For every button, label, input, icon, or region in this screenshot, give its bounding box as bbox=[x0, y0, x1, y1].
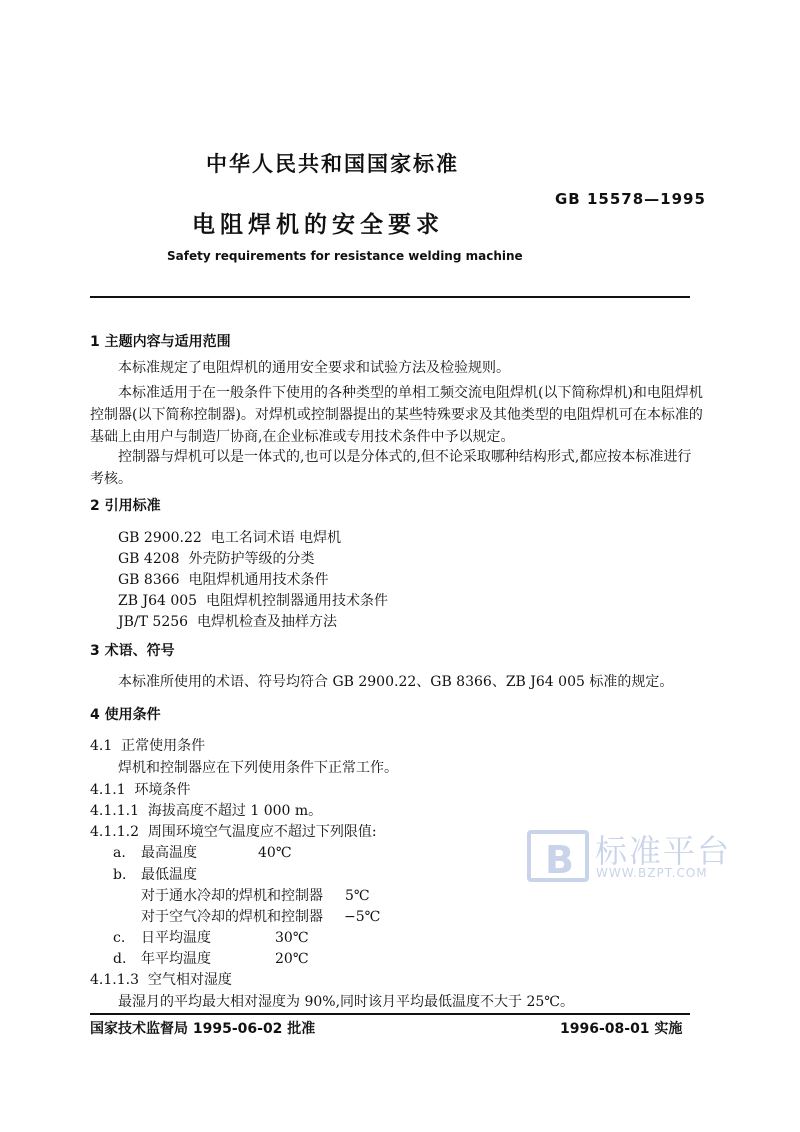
watermark-url: WWW.BZPT.COM bbox=[596, 866, 708, 880]
reference-title: 电工名词术语 电焊机 bbox=[210, 530, 342, 546]
yearly-average-value: 20℃ bbox=[275, 951, 309, 967]
reference-title: 电阻焊机控制器通用技术条件 bbox=[205, 593, 388, 609]
watermark-logo-icon bbox=[527, 830, 589, 882]
effective-date: 1996-08-01 实施 bbox=[560, 1021, 683, 1037]
daily-average-value: 30℃ bbox=[275, 930, 309, 946]
watermark-logo-letter: B bbox=[545, 838, 574, 882]
reference-item bbox=[118, 529, 341, 547]
section-1-paragraph-3-line-1: 控制器与焊机可以是一体式的,也可以是分体式的,但不论采取哪种结构形式,都应按本标准进行 bbox=[118, 449, 692, 465]
list-marker-d: d. bbox=[113, 951, 127, 967]
reference-title: 电焊机检查及抽样方法 bbox=[196, 614, 337, 630]
section-1-paragraph-2-line-1: 本标准适用于在一般条件下使用的各种类型的单相工频交流电阻焊机(以下简称焊机)和电阻焊机 bbox=[118, 385, 703, 401]
air-cooled-label: 对于空气冷却的焊机和控制器 bbox=[141, 909, 323, 925]
section-1-paragraph-1: 本标准规定了电阻焊机的通用安全要求和试验方法及检验规则。 bbox=[118, 360, 510, 376]
reference-item bbox=[118, 613, 337, 631]
list-marker-c: c. bbox=[113, 930, 126, 946]
list-marker-b: b. bbox=[113, 867, 127, 883]
section-1-paragraph-2-line-2: 控制器(以下简称控制器)。对焊机或控制器提出的某些特殊要求及其他类型的电阻焊机可在本标准的 bbox=[90, 407, 703, 423]
yearly-average-label: 年平均温度 bbox=[141, 951, 211, 967]
header-divider bbox=[90, 296, 690, 298]
subsection-title: 环境条件 bbox=[134, 782, 191, 798]
clause-4-1-1-3-text: 最湿月的平均最大相对湿度为 90%,同时该月平均最低温度不大于 25℃。 bbox=[118, 994, 574, 1010]
list-marker-a: a. bbox=[113, 845, 126, 861]
subsection-4-1-heading bbox=[90, 737, 205, 755]
reference-code: GB 8366 bbox=[118, 572, 180, 588]
clause-title: 空气相对湿度 bbox=[147, 972, 232, 988]
national-standard-title: 中华人民共和国国家标准 bbox=[206, 152, 459, 176]
clause-text: 周围环境空气温度应不超过下列限值: bbox=[147, 824, 377, 840]
clause-text: 海拔高度不超过 1 000 m。 bbox=[147, 803, 323, 819]
standard-code: GB 15578—1995 bbox=[555, 190, 706, 208]
reference-code: GB 4208 bbox=[118, 551, 180, 567]
reference-item bbox=[118, 571, 328, 589]
clause-number: 4.1.1.3 bbox=[90, 972, 139, 988]
footer-divider bbox=[90, 1013, 690, 1015]
subsection-4-1-text: 焊机和控制器应在下列使用条件下正常工作。 bbox=[118, 760, 398, 776]
subsection-title: 正常使用条件 bbox=[121, 738, 206, 754]
water-cooled-value: 5℃ bbox=[345, 888, 370, 904]
air-cooled-value: −5℃ bbox=[344, 909, 381, 925]
section-1-paragraph-2-line-3: 基础上由用户与制造厂协商,在企业标准或专用技术条件中予以规定。 bbox=[90, 429, 515, 445]
max-temperature-value: 40℃ bbox=[258, 845, 292, 861]
reference-code: GB 2900.22 bbox=[118, 530, 202, 546]
document-title: 电阻焊机的安全要求 bbox=[192, 212, 444, 238]
water-cooled-label: 对于通水冷却的焊机和控制器 bbox=[141, 888, 323, 904]
daily-average-label: 日平均温度 bbox=[141, 930, 211, 946]
subsection-number: 4.1 bbox=[90, 738, 113, 754]
reference-title: 电阻焊机通用技术条件 bbox=[188, 572, 329, 588]
section-3-paragraph: 本标准所使用的术语、符号均符合 GB 2900.22、GB 8366、ZB J64 005 标准的规定。 bbox=[118, 674, 674, 690]
section-4-heading: 4 使用条件 bbox=[90, 707, 161, 723]
section-1-heading: 1 主题内容与适用范围 bbox=[90, 334, 231, 350]
reference-item bbox=[118, 550, 314, 568]
reference-title: 外壳防护等级的分类 bbox=[188, 551, 315, 567]
section-3-heading: 3 术语、符号 bbox=[90, 643, 175, 659]
section-1-paragraph-3-line-2: 考核。 bbox=[90, 471, 132, 487]
watermark-text: 标准平台 bbox=[595, 832, 732, 870]
section-2-heading: 2 引用标准 bbox=[90, 498, 161, 514]
approval-date: 国家技术监督局 1995-06-02 批准 bbox=[90, 1021, 316, 1037]
reference-code: ZB J64 005 bbox=[118, 593, 198, 609]
document-title-english: Safety requirements for resistance welding machine bbox=[167, 249, 523, 263]
clause-4-1-1-1 bbox=[90, 802, 322, 820]
max-temperature-label: 最高温度 bbox=[141, 845, 197, 861]
clause-4-1-1-2 bbox=[90, 823, 377, 841]
subsection-4-1-1-heading bbox=[90, 781, 191, 799]
clause-4-1-1-3-heading bbox=[90, 971, 232, 989]
reference-code: JB/T 5256 bbox=[118, 614, 189, 630]
reference-item bbox=[118, 592, 388, 610]
clause-number: 4.1.1.1 bbox=[90, 803, 139, 819]
clause-number: 4.1.1.2 bbox=[90, 824, 139, 840]
min-temperature-label: 最低温度 bbox=[141, 867, 197, 883]
subsection-number: 4.1.1 bbox=[90, 782, 126, 798]
